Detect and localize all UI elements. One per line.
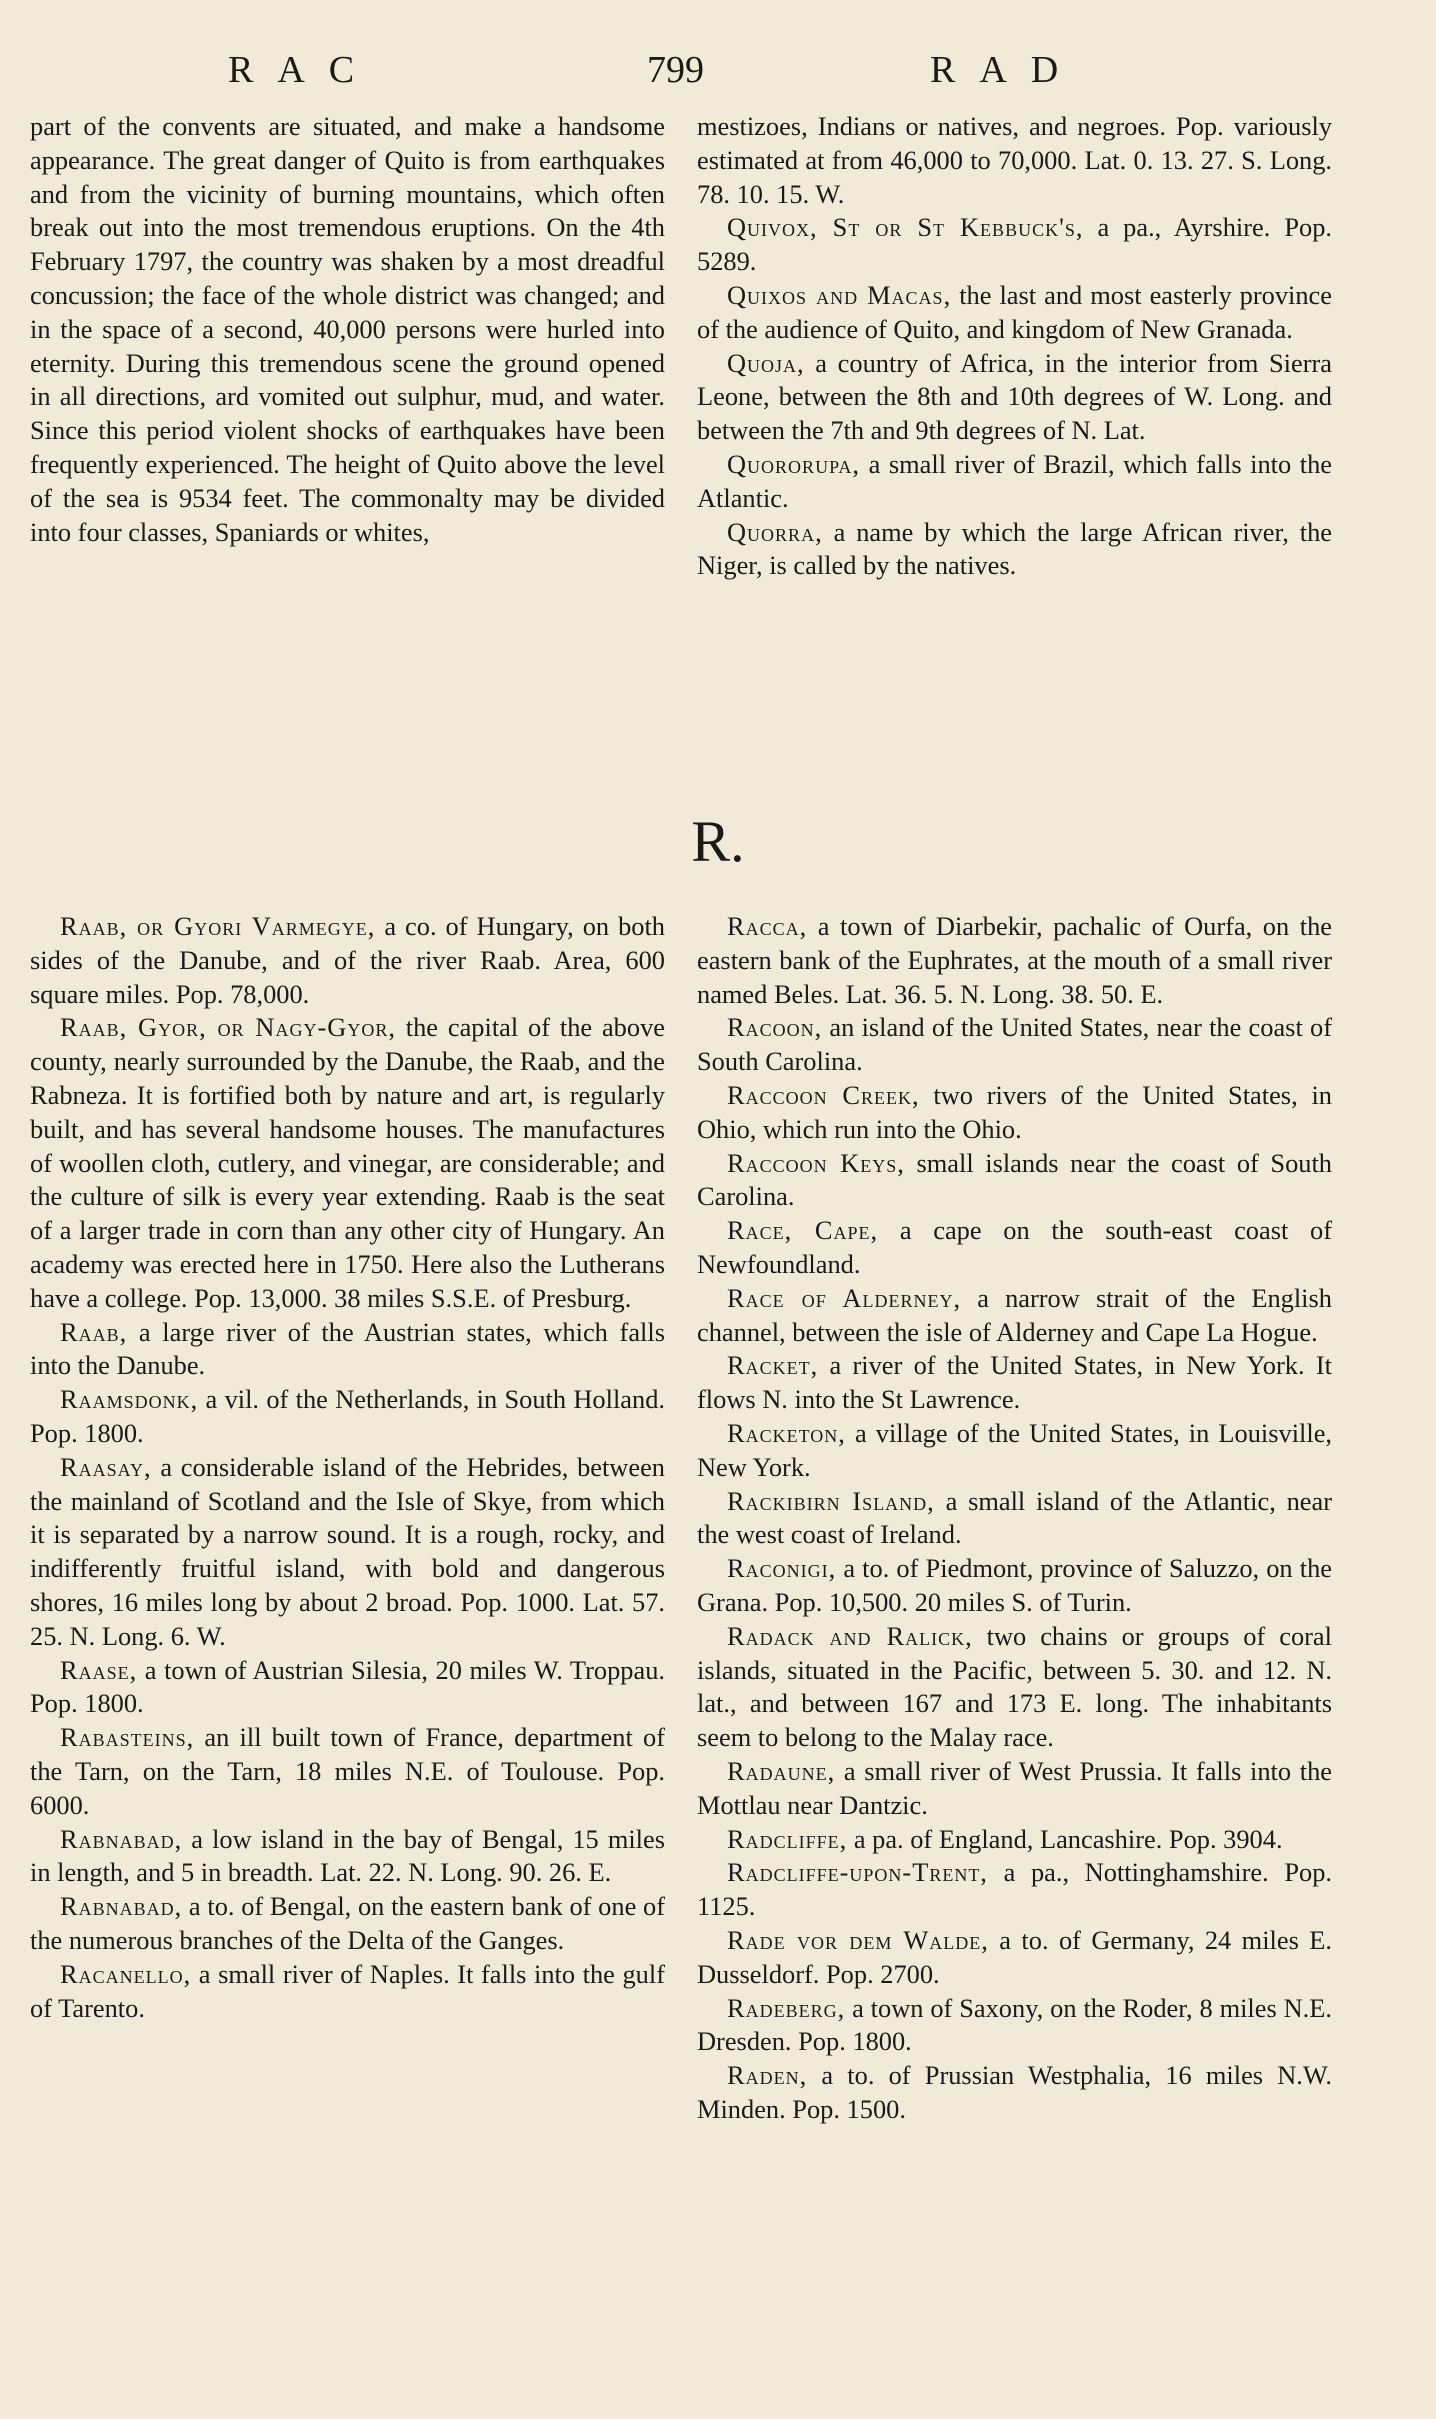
entry-text: a narrow strait of the English channel, between the isle of Alderney and Cape La Hogue. <box>697 1282 1332 1347</box>
entry-text: a cape on the south-east coast of Newfoundland. <box>697 1215 1332 1279</box>
section-letter-heading: R. <box>691 809 745 874</box>
entry-text: a town of Diarbekir, pachalic of Ourfa, on the eastern bank of the Euphrates, at the mouth of a small river named Beles. Lat. 36. 5. N. Long. 38. 50. E. <box>697 911 1332 1009</box>
gazetteer-entry <box>30 1823 665 1891</box>
entry-text: the capital of the above county, nearly surrounded by the Danube, the Raab, and the Rabneza. It is fortified both by nature and art, is regularly built, and has several handsome houses. The manufactures of woollen cloth, cutlery, and vinegar, are considerable; and the culture of silk is every year extending. Raab is the seat of a larger trade in corn than any other city of Hungary. An academy was erected here in 1750. Here also the Lutherans have a college. Pop. 13,000. 38 miles S.S.E. of Presburg. <box>30 1012 665 1313</box>
gazetteer-entry <box>697 279 1332 347</box>
entry-headword: Racoon, <box>727 1012 823 1043</box>
gazetteer-entry <box>30 1958 665 2026</box>
gazetteer-entry <box>697 211 1332 279</box>
gazetteer-entry <box>697 448 1332 516</box>
entry-headword: Quoja, <box>727 347 805 378</box>
entry-text: a town of Austrian Silesia, 20 miles W. Troppau. Pop. 1800. <box>30 1654 665 1719</box>
entry-text: a town of Saxony, on the Roder, 8 miles N.E. Dresden. Pop. 1800. <box>697 1992 1332 2057</box>
gazetteer-entry <box>30 1383 665 1451</box>
entry-headword: Radaune, <box>727 1755 836 1786</box>
gazetteer-entry <box>697 1147 1332 1215</box>
gazetteer-entry <box>30 1721 665 1822</box>
entry-headword: Race, Cape, <box>727 1215 879 1246</box>
entry-headword: Raase, <box>60 1654 138 1685</box>
gazetteer-entry <box>697 1417 1332 1485</box>
gazetteer-entry <box>697 1552 1332 1620</box>
entry-headword: Raasay, <box>60 1451 152 1482</box>
entry-text: a large river of the Austrian states, which falls into the Danube. <box>30 1316 665 1381</box>
entry-headword: Rade vor dem Walde, <box>727 1924 989 1955</box>
gazetteer-entry <box>697 1755 1332 1823</box>
entry-headword: Raccoon Keys, <box>727 1147 905 1178</box>
entry-text: two rivers of the United States, in Ohio, which run into the Ohio. <box>697 1079 1332 1144</box>
top-right-column <box>697 110 1332 583</box>
entry-headword: Rabnabad, <box>60 1823 183 1854</box>
entry-text: a village of the United States, in Louisville, New York. <box>697 1417 1332 1482</box>
gazetteer-entry <box>30 1451 665 1654</box>
entry-text: a small island of the Atlantic, near the west coast of Ireland. <box>697 1485 1332 1550</box>
gazetteer-entry <box>697 1620 1332 1755</box>
entry-text: an ill built town of France, department of the Tarn, on the Tarn, 18 miles N.E. of Toulouse. Pop. 6000. <box>30 1722 665 1820</box>
entry-headword: Race of Alderney, <box>727 1282 962 1313</box>
gazetteer-entry <box>30 1890 665 1958</box>
gazetteer-entry <box>697 1823 1332 1857</box>
entry-headword: Radack and Ralick, <box>727 1620 973 1651</box>
gazetteer-entry <box>30 1011 665 1315</box>
entry-text: a small river of West Prussia. It falls into the Mottlau near Dantzic. <box>697 1755 1332 1820</box>
entry-text: the last and most easterly province of the audience of Quito, and kingdom of New Granada. <box>697 279 1332 344</box>
entry-headword: Rackibirn Island, <box>727 1485 935 1516</box>
gazetteer-entry <box>697 1856 1332 1924</box>
entry-text: two chains or groups of coral islands, situated in the Pacific, between 5. 30. and 12. N. lat., and between 167 and 173 E. long. The inhabitants seem to belong to the Malay race. <box>697 1620 1332 1753</box>
entry-text: mestizoes, Indians or natives, and negroes. Pop. variously estimated at from 46,000 to 70,000. Lat. 0. 13. 27. S. Long. 78. 10. 15. W. <box>697 111 1332 209</box>
header-right-guideword: RAD <box>930 49 1083 91</box>
entry-text: a considerable island of the Hebrides, between the mainland of Scotland and the Isle of Skye, from which it is separated by a narrow sound. It is a rough, rocky, and indifferently fruitful island, with bold and dangerous shores, 16 miles long by about 2 broad. Pop. 1000. Lat. 57. 25. N. Long. 6. W. <box>30 1451 665 1651</box>
entry-headword: Raamsdonk, <box>60 1384 199 1415</box>
entry-text: a pa., Ayrshire. Pop. 5289. <box>697 212 1332 277</box>
gazetteer-entry <box>30 1654 665 1722</box>
entry-headword: Racketon, <box>727 1417 846 1448</box>
continued-text <box>697 110 1332 211</box>
entry-headword: Raconigi, <box>727 1553 837 1584</box>
gazetteer-entry <box>697 2059 1332 2127</box>
gazetteer-entry <box>697 1079 1332 1147</box>
gazetteer-entry <box>697 910 1332 1011</box>
gazetteer-entry <box>697 516 1332 584</box>
entry-text: a small river of Naples. It falls into the gulf of Tarento. <box>30 1958 665 2023</box>
entry-text: a country of Africa, in the interior from Sierra Leone, between the 8th and 10th degrees of W. Long. and between the 7th and 9th degrees of N. Lat. <box>697 347 1332 446</box>
entry-text: a to. of Prussian Westphalia, 16 miles N.W. Minden. Pop. 1500. <box>697 2060 1332 2124</box>
entry-headword: Radcliffe, <box>727 1823 848 1854</box>
entry-headword: Quivox, St or St Kebbuck's, <box>727 212 1084 243</box>
gazetteer-entry <box>697 1485 1332 1553</box>
entry-text: a pa. of England, Lancashire. Pop. 3904. <box>847 1823 1283 1854</box>
gazetteer-entry <box>697 347 1332 448</box>
bottom-left-column <box>30 910 665 2025</box>
entry-headword: Raab, <box>60 1316 128 1347</box>
entry-headword: Rabasteins, <box>60 1722 195 1753</box>
entry-text: part of the convents are situated, and make a handsome appearance. The great danger of Quito is from earthquakes and from the vicinity of burning mountains, which often break out into the most tremendous eruptions. On the 4th February 1797, the country was shaken by a most dreadful concussion; the face of the whole district was changed; and in the space of a second, 40,000 persons were hurled into eternity. During this tremendous scene the ground opened in all directions, ard vomited out sulphur, mud, and water. Since this period violent shocks of earthquakes have been frequently experienced. The height of Quito above the level of the sea is 9534 feet. The commonalty may be divided into four classes, Spaniards or whites, <box>30 111 665 547</box>
entry-text: a co. of Hungary, on both sides of the Danube, and of the river Raab. Area, 600 square miles. Pop. 78,000. <box>30 911 665 1009</box>
entry-headword: Raab, or Gyori Varmegye, <box>60 911 376 941</box>
gazetteer-entry <box>697 1924 1332 1992</box>
entry-text: a name by which the large African river, the Niger, is called by the natives. <box>697 516 1332 581</box>
gazetteer-entry <box>30 910 665 1011</box>
entry-text: a to. of Piedmont, province of Saluzzo, on the Grana. Pop. 10,500. 20 miles S. of Turin. <box>697 1553 1332 1617</box>
entry-headword: Quorra, <box>727 516 823 547</box>
entry-headword: Racanello, <box>60 1958 192 1989</box>
entry-headword: Raden, <box>727 2060 808 2091</box>
gazetteer-entry <box>697 1214 1332 1282</box>
entry-text: a low island in the bay of Bengal, 15 miles in length, and 5 in breadth. Lat. 22. N. Long. 90. 26. E. <box>30 1823 665 1888</box>
gazetteer-entry <box>697 1282 1332 1350</box>
gazetteer-entry <box>697 1992 1332 2060</box>
continued-text <box>30 110 665 549</box>
gazetteer-entry <box>697 1011 1332 1079</box>
entry-headword: Raab, Gyor, or Nagy-Gyor, <box>60 1012 396 1043</box>
entry-text: an island of the United States, near the coast of South Carolina. <box>697 1012 1332 1077</box>
entry-headword: Radcliffe-upon-Trent, <box>727 1857 988 1888</box>
gazetteer-entry <box>30 1316 665 1384</box>
entry-headword: Raccoon Creek, <box>727 1079 920 1110</box>
top-left-column <box>30 110 665 549</box>
page-number: 799 <box>647 49 704 91</box>
entry-headword: Radeberg, <box>727 1992 846 2023</box>
entry-text: a pa., Nottinghamshire. Pop. 1125. <box>697 1857 1332 1922</box>
entry-headword: Quororupa, <box>727 448 861 479</box>
entry-headword: Quixos and Macas, <box>727 279 952 310</box>
header-left-guideword: RAC <box>228 49 379 91</box>
entry-text: a to. of Bengal, on the eastern bank of one of the numerous branches of the Delta of the Ganges. <box>30 1891 665 1955</box>
entry-text: a vil. of the Netherlands, in South Holland. Pop. 1800. <box>30 1384 665 1448</box>
entry-headword: Rabnabad, <box>60 1891 183 1922</box>
entry-text: small islands near the coast of South Carolina. <box>697 1147 1332 1212</box>
entry-headword: Racca, <box>727 911 808 941</box>
running-header <box>0 48 1436 98</box>
gazetteer-entry <box>697 1349 1332 1417</box>
entry-headword: Racket, <box>727 1350 819 1381</box>
entry-text: a small river of Brazil, which falls into the Atlantic. <box>697 448 1332 513</box>
entry-text: a to. of Germany, 24 miles E. Dusseldorf. Pop. 2700. <box>697 1924 1332 1989</box>
entry-text: a river of the United States, in New York. It flows N. into the St Lawrence. <box>697 1350 1332 1415</box>
bottom-right-column <box>697 910 1332 2127</box>
